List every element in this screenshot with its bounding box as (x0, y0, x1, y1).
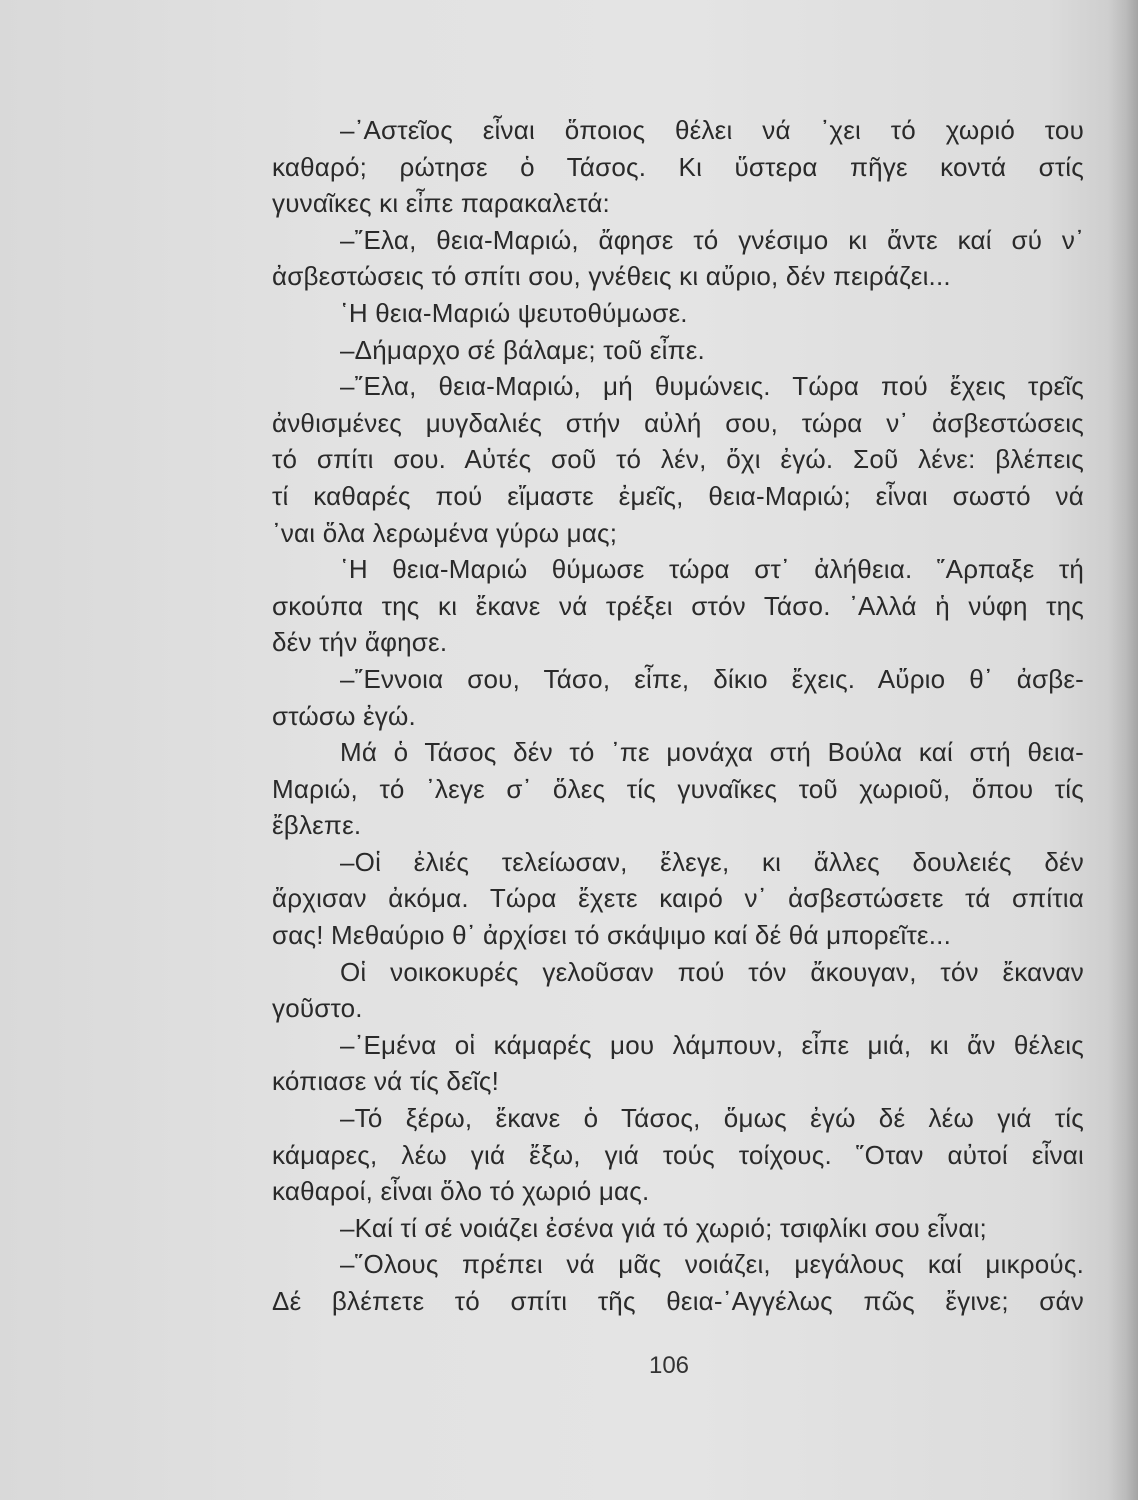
text-line: κάμαρες, λέω γιά ἔξω, γιά τούς τοίχους. ῞Οταν αὐτοί εἶναι (272, 1139, 1084, 1170)
text-line: ἀσβεστώσεις τό σπίτι σου, γνέθεις κι αὔριο, δέν πειράζει... (272, 261, 951, 292)
text-line: στώσω ἐγώ. (272, 700, 416, 731)
text-line: –῞Ολους πρέπει νά μᾶς νοιάζει, μεγάλους καί μικρούς. (340, 1249, 1084, 1280)
text-line: –῎Ελα, θεια-Μαριώ, ἄφησε τό γνέσιμο κι ἄντε καί σύ ν᾿ (340, 224, 1084, 255)
text-line: –Δήμαρχο σέ βάλαμε; τοῦ εἶπε. (340, 334, 705, 365)
text-line: ἄρχισαν ἀκόμα. Τώρα ἔχετε καιρό ν᾿ ἀσβεστώσετε τά σπίτια (272, 883, 1084, 914)
text-line: τό σπίτι σου. Αὐτές σοῦ τό λέν, ὄχι ἐγώ. Σοῦ λένε: βλέπεις (272, 444, 1084, 475)
text-line: γοῦστο. (272, 993, 363, 1024)
text-line: ῾Η θεια-Μαριώ θύμωσε τώρα στ᾿ ἀλήθεια. ῞Αρπαξε τή (340, 554, 1084, 585)
text-line: κόπιασε νά τίς δεῖς! (272, 1066, 500, 1097)
body-text (272, 112, 1084, 1320)
page-spine-shadow (1108, 0, 1138, 1500)
text-line: –᾿Αστεῖος εἶναι ὅποιος θέλει νά ᾿χει τό χωριό του (340, 115, 1084, 145)
text-line: –῎Ελα, θεια-Μαριώ, μή θυμώνεις. Τώρα πού ἔχεις τρεῖς (340, 371, 1084, 402)
text-line: –Καί τί σέ νοιάζει ἐσένα γιά τό χωριό; τσιφλίκι σου εἶναι; (340, 1212, 987, 1243)
text-line: –Οἱ ἐλιές τελείωσαν, ἔλεγε, κι ἄλλες δουλειές δέν (340, 846, 1084, 877)
text-line: –᾿Εμένα οἱ κάμαρές μου λάμπουν, εἶπε μιά, κι ἄν θέλεις (340, 1029, 1084, 1060)
text-line: Μά ὁ Τάσος δέν τό ᾿πε μονάχα στή Βούλα καί στή θεια- (340, 737, 1084, 768)
text-line: ῾Η θεια-Μαριώ ψευτοθύμωσε. (340, 297, 688, 328)
text-line: καθαροί, εἶναι ὅλο τό χωριό μας. (272, 1176, 650, 1207)
text-line: Μαριώ, τό ᾿λεγε σ᾿ ὅλες τίς γυναῖκες τοῦ χωριοῦ, ὅπου τίς (272, 773, 1084, 804)
text-line: ᾿ναι ὅλα λερωμένα γύρω μας; (272, 517, 618, 548)
text-line: –Τό ξέρω, ἔκανε ὁ Τάσος, ὅμως ἐγώ δέ λέω γιά τίς (340, 1103, 1084, 1134)
text-line: τί καθαρές πού εἴμαστε ἐμεῖς, θεια-Μαριώ; εἶναι σωστό νά (272, 480, 1084, 511)
text-line: ἀνθισμένες μυγδαλιές στήν αὐλή σου, τώρα ν᾿ ἀσβεστώσεις (272, 407, 1084, 438)
text-line: Οἱ νοικοκυρές γελοῦσαν πού τόν ἄκουγαν, τόν ἔκαναν (340, 956, 1084, 987)
text-line: –῎Εννοια σου, Τάσο, εἶπε, δίκιο ἔχεις. Αὔριο θ᾿ ἀσβε- (340, 663, 1084, 694)
text-line: σας! Μεθαύριο θ᾿ ἀρχίσει τό σκάψιμο καί δέ θά μπορεῖτε... (272, 920, 951, 951)
text-line: γυναῖκες κι εἶπε παρακαλετά: (272, 188, 610, 219)
text-line: καθαρό; ρώτησε ὁ Τάσος. Κι ὕστερα πῆγε κοντά στίς (272, 151, 1084, 182)
text-line: ἔβλεπε. (272, 810, 362, 841)
page-number: 106 (648, 1352, 690, 1379)
text-line: δέν τήν ἄφησε. (272, 627, 448, 658)
text-line: Δέ βλέπετε τό σπίτι τῆς θεια-᾿Αγγέλως πῶς ἔγινε; σάν (272, 1286, 1084, 1316)
text-line: σκούπα της κι ἔκανε νά τρέξει στόν Τάσο. ᾿Αλλά ἡ νύφη της (272, 590, 1084, 621)
